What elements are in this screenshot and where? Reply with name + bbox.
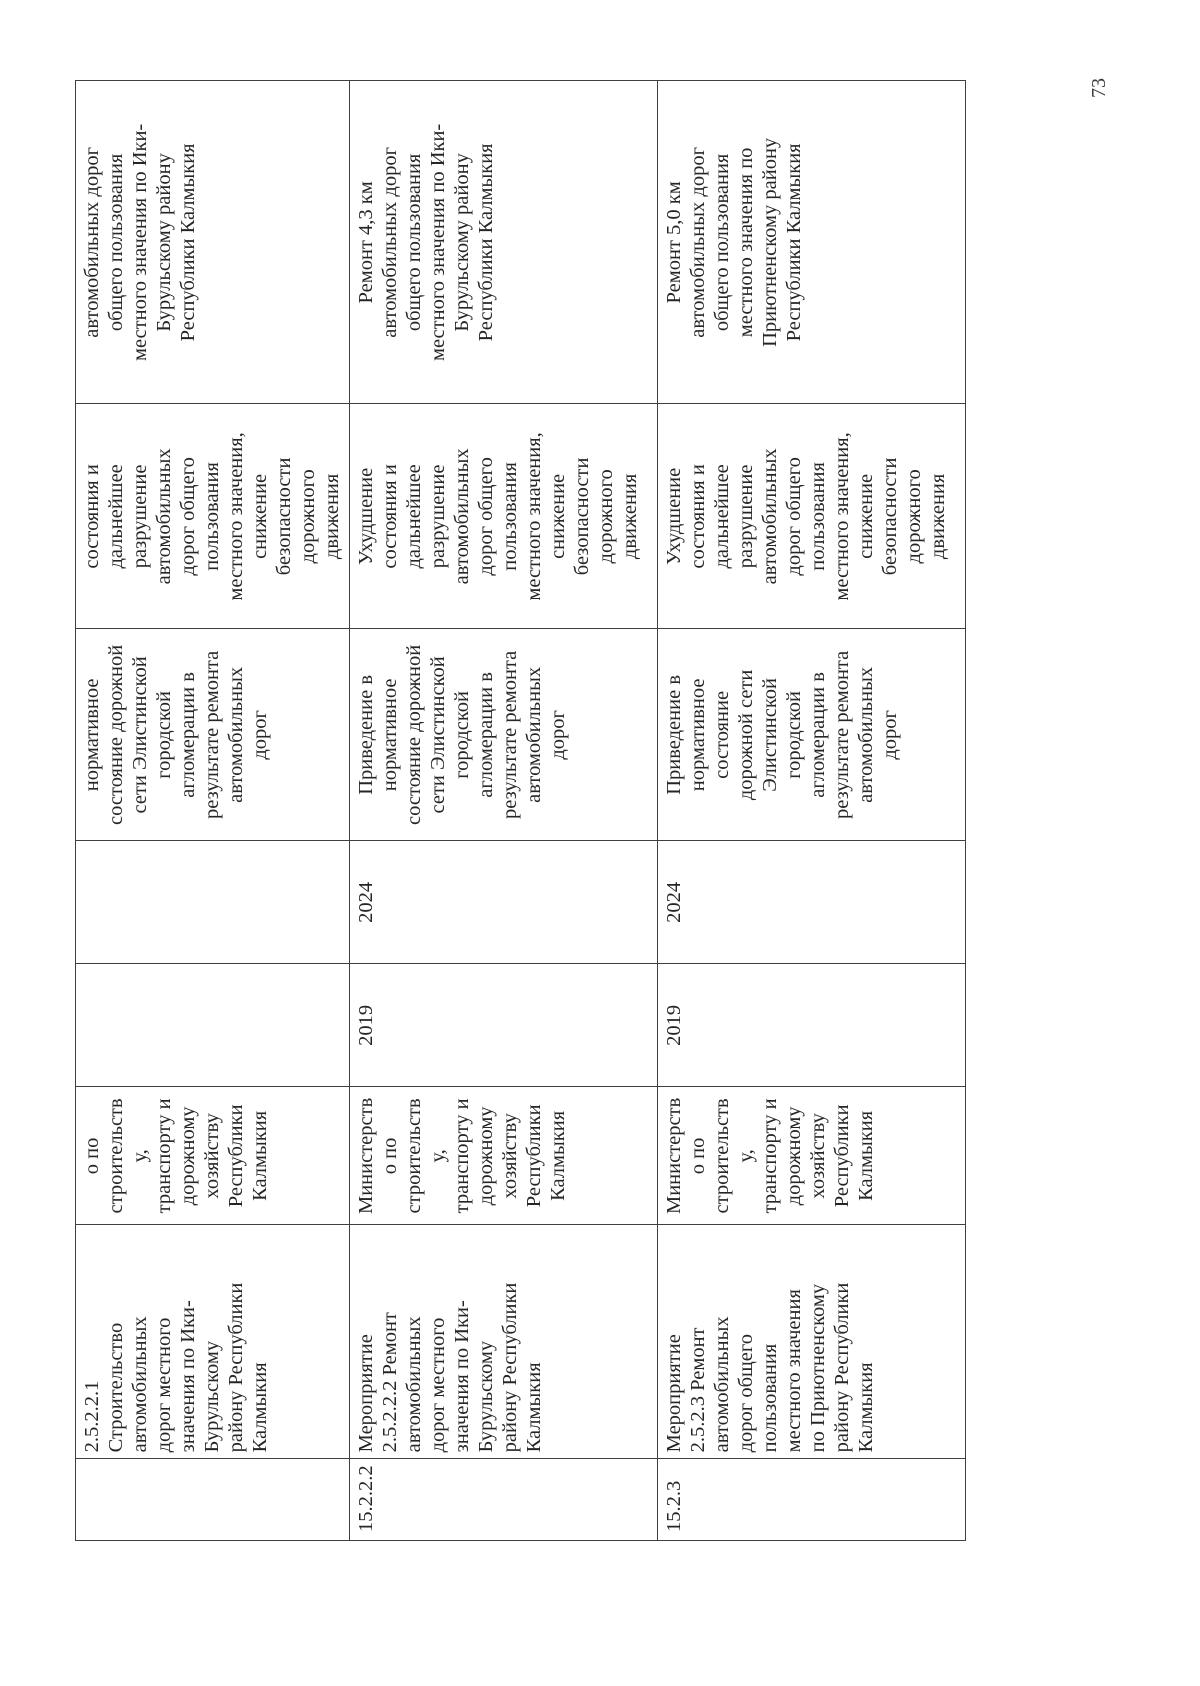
executor: о по строительств у, транспорту и дорожному хозяйству Республики Калмыкия [76, 1087, 350, 1225]
program-measures-table [75, 80, 966, 1541]
executor: Министерств о по строительств у, транспорту и дорожному хозяйству Республики Калмыкия [658, 1087, 966, 1225]
table-row [76, 81, 350, 1541]
start-year: 2019 [658, 964, 966, 1087]
table-row [350, 81, 658, 1541]
start-year: 2019 [350, 964, 658, 1087]
executor: Министерств о по строительств у, транспорту и дорожному хозяйству Республики Калмыкия [350, 1087, 658, 1225]
start-year [76, 964, 350, 1087]
non-implementation-consequences: Ухудшение состояния и дальнейшее разрушение автомобильных дорог общего пользования местного значения, снижение безопасности дорожного движения [658, 404, 966, 629]
table-row [658, 81, 966, 1541]
end-year: 2024 [350, 841, 658, 964]
expected-result: нормативное состояние дорожной сети Элистинской городской агломерации в результате ремонта автомобильных дорог [76, 629, 350, 841]
non-implementation-consequences: Ухудшение состояния и дальнейшее разрушение автомобильных дорог общего пользования местного значения, снижение безопасности дорожного движения [350, 404, 658, 629]
expected-result: Приведение в нормативное состояние дорожной сети Элистинской городской агломерации в результате ремонта автомобильных дорог [658, 629, 966, 841]
measure-name: Мероприятие 2.5.2.2.2 Ремонт автомобильных дорог местного значения по Ики- Бурульскому району Республики Калмыкия [350, 1225, 658, 1459]
measure-name: 2.5.2.2.1 Строительство автомобильных дорог местного значения по Ики- Бурульскому району Республики Калмыкия [76, 1225, 350, 1459]
page-number: 73 [1088, 78, 1110, 98]
end-year: 2024 [658, 841, 966, 964]
end-year [76, 841, 350, 964]
indicator-link: автомобильных дорог общего пользования местного значения по Ики- Бурульскому району Республики Калмыкия [76, 81, 350, 404]
row-number: 15.2.3 [658, 1459, 966, 1541]
measure-name: Мероприятие 2.5.2.3 Ремонт автомобильных дорог общего пользования местного значения по Приютненскому району Республики Калмыкия [658, 1225, 966, 1459]
indicator-link: Ремонт 4,3 км автомобильных дорог общего пользования местного значения по Ики- Бурульскому району Республики Калмыкия [350, 81, 658, 404]
row-number [76, 1459, 350, 1541]
indicator-link: Ремонт 5,0 км автомобильных дорог общего пользования местного значения по Приютненскому району Республики Калмыкия [658, 81, 966, 404]
expected-result: Приведение в нормативное состояние дорожной сети Элистинской городской агломерации в результате ремонта автомобильных дорог [350, 629, 658, 841]
row-number: 15.2.2.2 [350, 1459, 658, 1541]
non-implementation-consequences: состояния и дальнейшее разрушение автомобильных дорог общего пользования местного значения, снижение безопасности дорожного движения [76, 404, 350, 629]
